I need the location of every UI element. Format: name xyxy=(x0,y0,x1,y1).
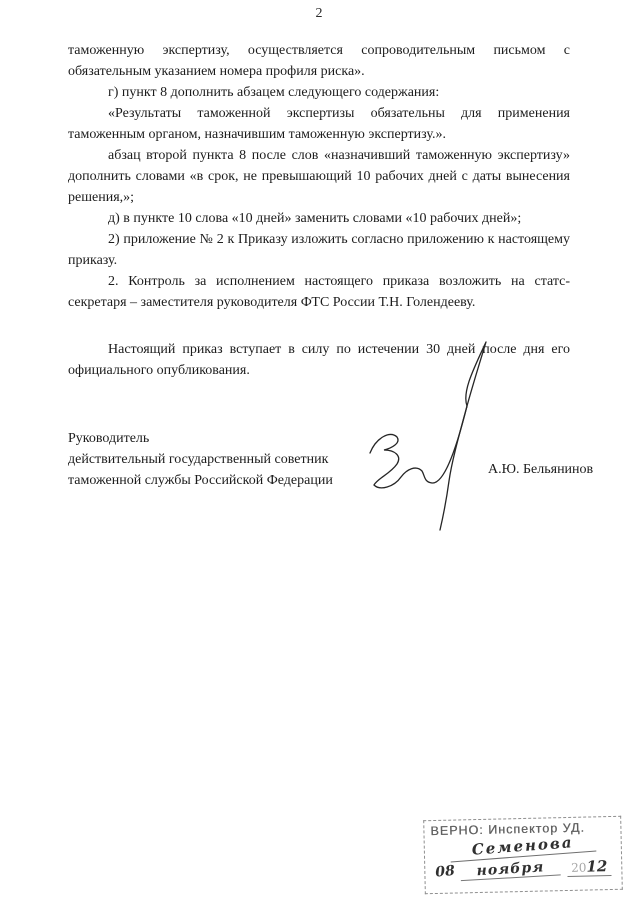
signer-name: А.Ю. Бельянинов xyxy=(488,462,594,477)
certification-stamp xyxy=(423,816,623,894)
paragraph: Настоящий приказ вступает в силу по истечении 30 дней после дня его официального опубликования. xyxy=(68,342,570,378)
signer-title-line: таможенной службы Российской Федерации xyxy=(68,473,333,488)
paragraph: «Результаты таможенной экспертизы обязательны для применения таможенным органом, назначившим таможенную экспертизу.». xyxy=(68,106,570,142)
stamp-date-year xyxy=(567,857,612,877)
paragraph: абзац второй пункта 8 после слов «назначивший таможенную экспертизу» дополнить словами «в срок, не превышающий 10 рабочих дней с даты вынесения решения,»; xyxy=(68,148,570,205)
paragraph: 2) приложение № 2 к Приказу изложить согласно приложению к настоящему приказу. xyxy=(68,232,570,268)
paragraph: 2. Контроль за исполнением настоящего приказа возложить на статс-секретаря – заместителя руководителя ФТС России Т.Н. Голендееву. xyxy=(68,274,570,310)
stamp-signature-row xyxy=(431,835,615,859)
paragraph: таможенную экспертизу, осуществляется сопроводительным письмом с обязательным указанием номера профиля риска». xyxy=(68,43,570,79)
paragraph: г) пункт 8 дополнить абзацем следующего содержания: xyxy=(108,85,440,100)
stamp-handwritten-signature: Семенова xyxy=(449,832,596,863)
stamp-year-written: 12 xyxy=(586,857,608,876)
stamp-certify-text: ВЕРНО: Инспектор УД. xyxy=(430,820,586,839)
stamp-date-month: ноября xyxy=(460,858,561,881)
page-number: 2 xyxy=(315,6,323,21)
handwritten-signature-icon xyxy=(340,320,520,535)
stamp-date-day: 08 xyxy=(434,862,456,881)
paragraph: д) в пункте 10 слова «10 дней» заменить словами «10 рабочих дней»; xyxy=(108,211,522,226)
signer-title-line: Руководитель xyxy=(68,431,150,446)
signer-title-line: действительный государственный советник xyxy=(68,452,329,467)
stamp-year-printed: 20 xyxy=(570,860,587,875)
